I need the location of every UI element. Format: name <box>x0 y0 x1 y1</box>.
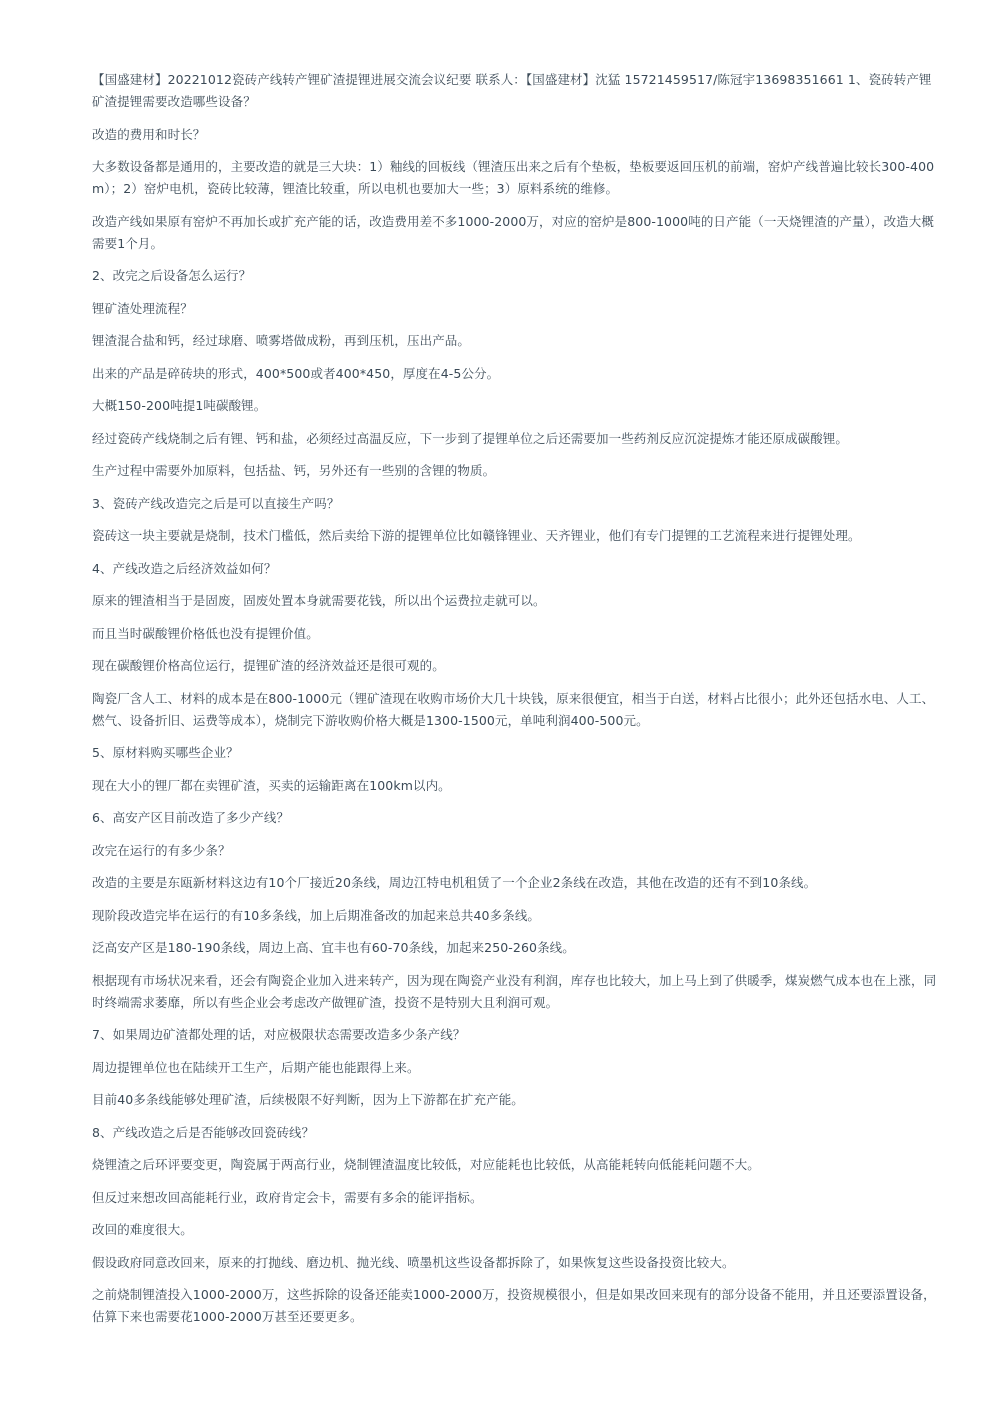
answer-paragraph: 瓷砖这一块主要就是烧制，技术门槛低，然后卖给下游的提锂单位比如赣锋锂业、天齐锂业，他们有专门提锂的工艺流程来进行提锂处理。 <box>92 528 861 543</box>
section-heading: 4、产线改造之后经济效益如何？ <box>92 560 277 576</box>
answer-paragraph: 锂渣混合盐和钙，经过球磨、喷雾塔做成粉，再到压机，压出产品。 <box>92 333 471 348</box>
section-heading: 6、高安产区目前改造了多少产线？ <box>92 810 290 825</box>
answer-paragraph: 假设政府同意改回来，原来的打抛线、磨边机、抛光线、喷墨机这些设备都拆除了，如果恢复这些设备投资比较大。 <box>92 1254 735 1270</box>
question-paragraph: 改造的费用和时长？ <box>92 126 206 142</box>
section-heading: 7、如果周边矿渣都处理的话，对应极限状态需要改造多少条产线？ <box>92 1027 466 1042</box>
answer-paragraph: 而且当时碳酸锂价格低也没有提锂价值。 <box>92 625 319 641</box>
answer-paragraph: 周边提锂单位也在陆续开工生产，后期产能也能跟得上来。 <box>92 1059 420 1075</box>
answer-paragraph: 经过瓷砖产线烧制之后有锂、钙和盐，必须经过高温反应，下一步到了提锂单位之后还需要加一些药剂反应沉淀提炼才能还原成碳酸锂。 <box>92 430 849 446</box>
answer-paragraph: 现阶段改造完毕在运行的有10多条线，加上后期准备改的加起来总共40多条线。 <box>92 907 541 923</box>
answer-paragraph: 改造的主要是东瓯新材料这边有10个厂接近20条线，周边江特电机租赁了一个企业2条线在改造，其他在改造的还有不到10条线。 <box>92 875 817 890</box>
answer-paragraph: 现在大小的锂厂都在卖锂矿渣，买卖的运输距离在100km以内。 <box>92 777 451 793</box>
section-heading: 8、产线改造之后是否能够改回瓷砖线？ <box>92 1124 315 1140</box>
section-heading: 2、改完之后设备怎么运行？ <box>92 268 252 283</box>
answer-paragraph: 改造产线如果原有窑炉不再加长或扩充产能的话，改造费用差不多1000-2000万，对应的窑炉是800-1000吨的日产能（一天烧锂渣的产量），改造大概需要1个月。 <box>92 213 934 251</box>
answer-paragraph: 原来的锂渣相当于是固废，固废处置本身就需要花钱，所以出个运费拉走就可以。 <box>92 593 546 608</box>
answer-paragraph: 生产过程中需要外加原料，包括盐、钙，另外还有一些别的含锂的物质。 <box>92 463 496 478</box>
answer-paragraph: 大多数设备都是通用的，主要改造的就是三大块：1）釉线的回板线（锂渣压出来之后有个垫板，垫板要返回压机的前端，窑炉产线普遍比较长300-400m）；2）窑炉电机，瓷砖比较薄，锂渣比较重，所以电机也要加大一些；3）原料系统的维修。 <box>92 159 935 196</box>
answer-paragraph: 之前烧制锂渣投入1000-2000万，这些拆除的设备还能卖1000-2000万，投资规模很小，但是如果改回来现有的部分设备不能用，并且还要添置设备，估算下来也需要花1000-2000万甚至还要更多。 <box>92 1287 936 1324</box>
document-body <box>92 69 944 1339</box>
question-paragraph: 改完在运行的有多少条？ <box>92 842 231 858</box>
answer-paragraph: 大概150-200吨提1吨碳酸锂。 <box>92 398 267 413</box>
answer-paragraph: 烧锂渣之后环评要变更，陶瓷属于两高行业，烧制锂渣温度比较低，对应能耗也比较低，从高能耗转向低能耗问题不大。 <box>92 1157 760 1172</box>
answer-paragraph: 泛高安产区是180-190条线，周边上高、宜丰也有60-70条线，加起来250-260条线。 <box>92 940 575 955</box>
section-heading: 3、瓷砖产线改造完之后是可以直接生产吗？ <box>92 495 340 511</box>
question-paragraph: 锂矿渣处理流程？ <box>92 300 193 316</box>
meeting-header-paragraph: 【国盛建材】20221012瓷砖产线转产锂矿渣提锂进展交流会议纪要 联系人：【国盛建材】沈猛 15721459517/陈冠宇13698351661 1、瓷砖转产锂矿渣提锂需要改造哪些设备？ <box>92 72 932 109</box>
answer-paragraph: 目前40多条线能够处理矿渣，后续极限不好判断，因为上下游都在扩充产能。 <box>92 1092 524 1107</box>
answer-paragraph: 陶瓷厂含人工、材料的成本是在800-1000元（锂矿渣现在收购市场价大几十块钱，原来很便宜，相当于白送，材料占比很小；此外还包括水电、人工、燃气、设备折旧、运费等成本），烧制完下游收购价格大概是1300-1500元，单吨利润400-500元。 <box>92 690 935 728</box>
answer-paragraph: 根据现有市场状况来看，还会有陶瓷企业加入进来转产，因为现在陶瓷产业没有利润，库存也比较大，加上马上到了供暖季，煤炭燃气成本也在上涨，同时终端需求萎靡，所以有些企业会考虑改产做锂矿渣，投资不是特别大且利润可观。 <box>92 972 937 1010</box>
answer-paragraph: 改回的难度很大。 <box>92 1222 193 1237</box>
answer-paragraph: 出来的产品是碎砖块的形式，400*500或者400*450，厚度在4-5公分。 <box>92 365 500 381</box>
answer-paragraph: 现在碳酸锂价格高位运行，提锂矿渣的经济效益还是很可观的。 <box>92 658 445 673</box>
answer-paragraph: 但反过来想改回高能耗行业，政府肯定会卡，需要有多余的能评指标。 <box>92 1189 483 1205</box>
section-heading: 5、原材料购买哪些企业？ <box>92 745 239 760</box>
